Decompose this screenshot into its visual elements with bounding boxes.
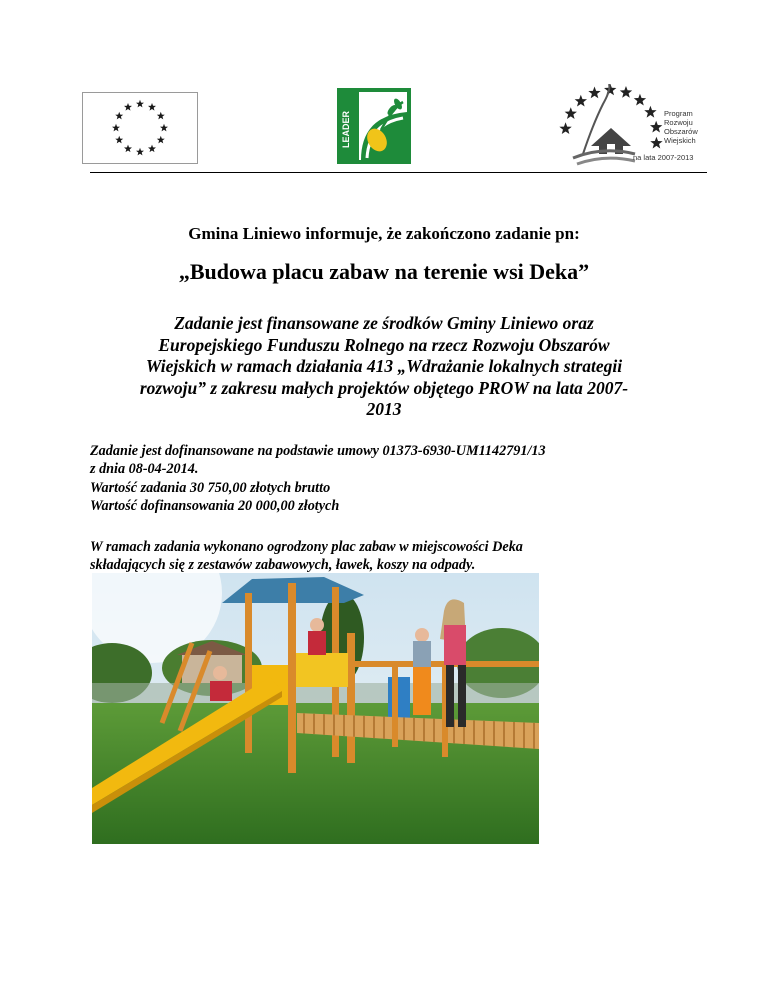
playground-photo (92, 573, 539, 844)
eu-star-icon (124, 103, 132, 111)
eu-star-icon (136, 148, 144, 156)
financing-line: Europejskiego Funduszu Rolnego na rzecz Rozwoju Obszarów (158, 334, 610, 355)
intro-text: Gmina Liniewo informuje, że zakończono zadanie pn: (188, 224, 580, 243)
prow-line: Wiejskich (664, 136, 696, 145)
eu-star-icon (157, 112, 165, 120)
prow-logo-text (664, 109, 698, 145)
contract-details (90, 442, 710, 516)
task-description (90, 538, 710, 575)
prow-star-icon (620, 86, 632, 98)
prow-star-icon (565, 107, 577, 119)
prow-star-icon (650, 137, 662, 149)
eu-star-icon (112, 124, 120, 132)
leader-logo (337, 88, 411, 164)
financing-line: Wiejskich w ramach działania 413 „Wdrażanie lokalnych strategii (145, 356, 623, 376)
eu-star-icon (148, 145, 156, 153)
prow-star-icon (644, 106, 656, 118)
header-divider (90, 172, 707, 173)
prow-star-icon (575, 95, 587, 107)
eu-star-icon (160, 124, 168, 132)
task-title: „Budowa placu zabaw na terenie wsi Deka” (178, 259, 590, 284)
eu-star-icon (124, 145, 132, 153)
description-line: W ramach zadania wykonano ogrodzony plac zabaw w miejscowości Deka (90, 539, 523, 555)
prow-star-icon (559, 122, 571, 134)
prow-line: Obszarów (664, 127, 698, 136)
prow-star-icon (650, 121, 662, 133)
financing-line: Zadanie jest finansowane ze środków Gminy Liniewo oraz (174, 313, 594, 333)
leader-logo-text: LEADER (341, 110, 351, 148)
eu-star-icon (148, 103, 156, 111)
prow-star-icon (588, 87, 600, 99)
eu-star-icon (115, 112, 123, 120)
contract-line: Zadanie jest dofinansowane na podstawie umowy 01373-6930-UM1142791/13 (90, 443, 546, 459)
funding-value: Wartość dofinansowania 20 000,00 złotych (90, 498, 340, 515)
prow-line: Program (664, 109, 693, 118)
description-line: składających się z zestawów zabawowych, ławek, koszy na odpady. (90, 557, 476, 574)
prow-line: Rozwoju (664, 118, 693, 127)
eu-star-icon (115, 136, 123, 144)
prow-years: na lata 2007-2013 (633, 153, 694, 162)
financing-line: rozwoju” z zakresu małych projektów objętego PROW na lata 2007- (139, 377, 629, 398)
eu-flag-logo (82, 92, 198, 164)
prow-star-icon (634, 94, 646, 106)
task-value: Wartość zadania 30 750,00 złotych brutto (90, 479, 331, 496)
eu-star-icon (157, 136, 165, 144)
contract-date: z dnia 08-04-2014. (90, 461, 199, 478)
financing-line: 2013 (366, 399, 402, 419)
eu-flag-icon (83, 93, 197, 163)
eu-star-icon (136, 100, 144, 108)
financing-paragraph (80, 313, 688, 421)
